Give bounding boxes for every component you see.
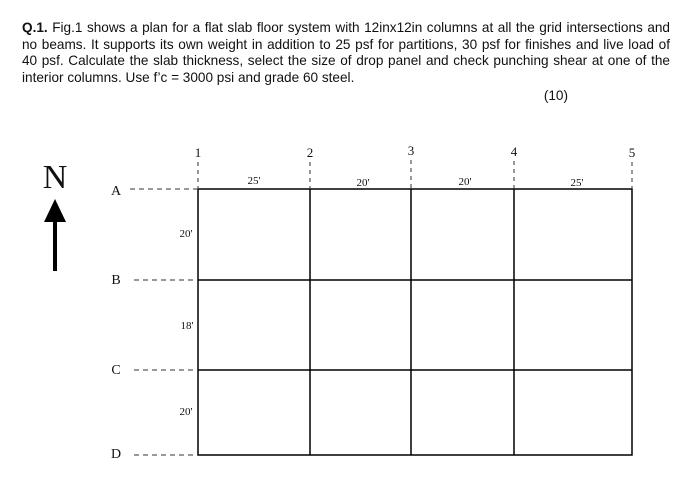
x-span-label: 25' bbox=[570, 177, 584, 189]
question-number: Q.1. bbox=[22, 20, 48, 35]
x-span-label: 20' bbox=[356, 177, 370, 189]
row-line-label: C bbox=[111, 363, 121, 378]
column-line-label: 4 bbox=[510, 144, 518, 159]
question-marks: (10) bbox=[543, 88, 568, 103]
row-line-label: D bbox=[110, 447, 122, 462]
column-line-label: 2 bbox=[306, 145, 314, 160]
slab-grid bbox=[198, 189, 632, 455]
north-label: N bbox=[42, 159, 68, 196]
column-extension-lines bbox=[198, 160, 632, 188]
row-line-label: B bbox=[111, 273, 121, 288]
question-body: Fig.1 shows a plan for a flat slab floor system with 12inx12in columns at all the grid intersections and no beams. It supports its own weight in addition to 25 psf for partitions, 30 psf for finishes and live load of 40 psf. Calculate the slab thickness, select the size of drop panel and check punching shear at one of the interior columns. Use f’c = 3000 psi and grade 60 steel. bbox=[22, 20, 670, 85]
row-line-label: A bbox=[110, 184, 122, 199]
y-span-label: 20' bbox=[179, 228, 193, 240]
column-line-label: 5 bbox=[628, 145, 636, 160]
north-arrow-shaft bbox=[53, 221, 57, 271]
column-line-label: 3 bbox=[407, 143, 415, 158]
x-span-label: 20' bbox=[458, 176, 472, 188]
north-arrow-head bbox=[44, 199, 66, 222]
x-span-label: 25' bbox=[247, 175, 261, 187]
slab-outline bbox=[198, 189, 632, 455]
column-line-label: 1 bbox=[194, 145, 202, 160]
y-span-label: 20' bbox=[179, 406, 193, 418]
y-span-label: 18' bbox=[180, 320, 194, 332]
